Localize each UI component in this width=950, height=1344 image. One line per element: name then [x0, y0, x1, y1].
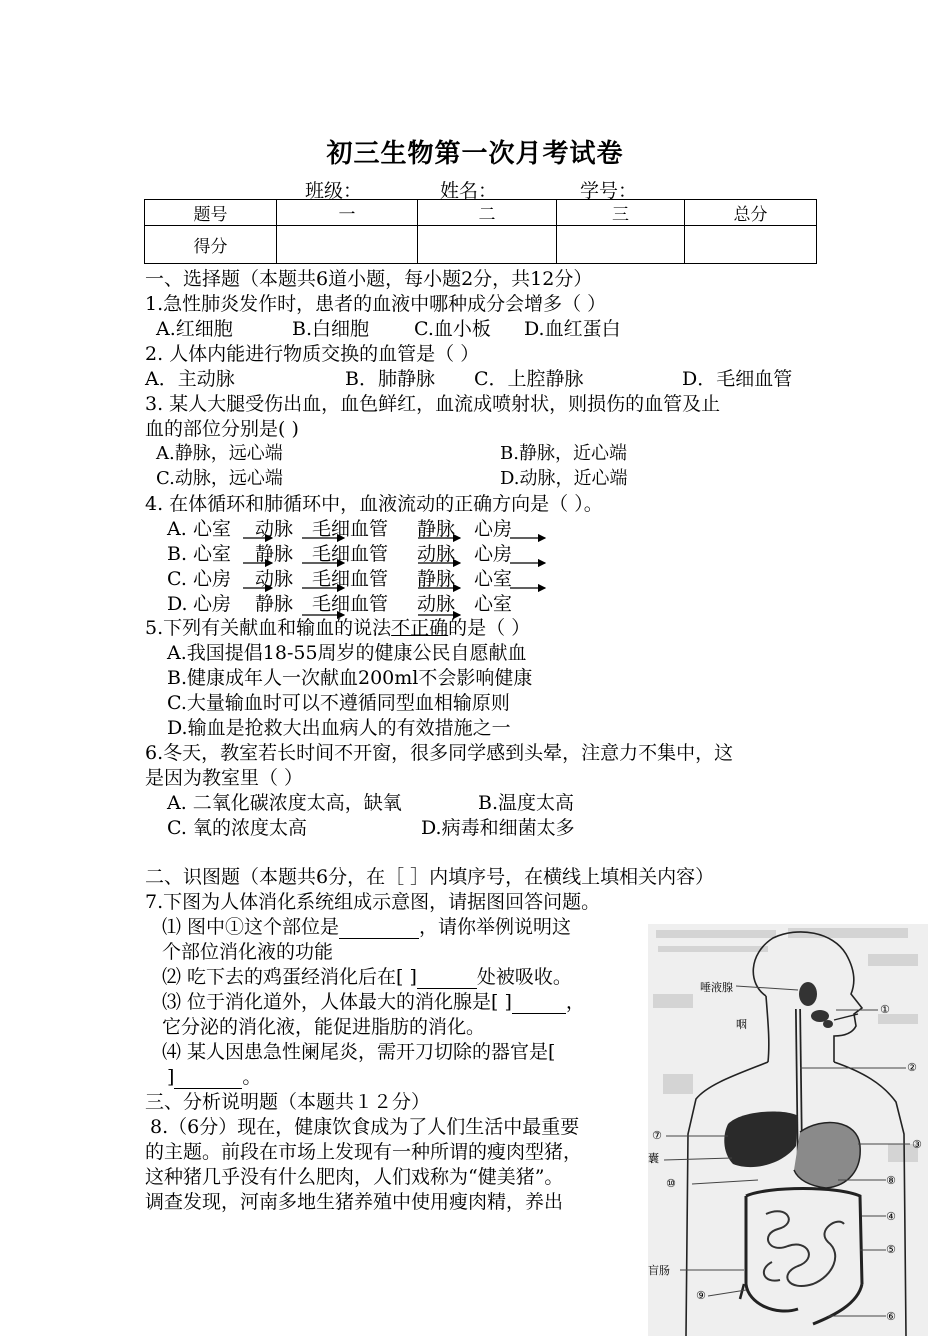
class-label: 班级： — [305, 180, 363, 202]
q4-step: 心室 — [474, 593, 513, 615]
score-table — [144, 199, 817, 264]
section2-heading: 二、识图题（本题共6分，在［ ］内填序号，在横线上填相关内容） — [145, 866, 715, 888]
q3-stem-line2: 血的部位分别是( ) — [145, 418, 299, 440]
marker-1: ① — [880, 1003, 890, 1016]
q8-text-line: 的主题。前段在市场上发现有一种所谓的瘦肉型猪， — [145, 1141, 583, 1163]
digestive-system-figure — [648, 924, 928, 1336]
q2-option-a: A．主动脉 — [145, 368, 235, 390]
q5-option-b: B.健康成年人一次献血200ml不会影响健康 — [167, 667, 533, 689]
q7-sub4-cont — [167, 1066, 261, 1089]
marker-9: ⑨ — [696, 1289, 706, 1302]
section1-heading: 一、选择题（本题共6道小题，每小题2分，共12分） — [145, 268, 593, 290]
q4-step: 心房 — [193, 568, 232, 590]
q7-sub2-text: ⑵ 吃下去的鸡蛋经消化后在[ ] — [162, 966, 417, 988]
q5-stem-text: 的是（ ） — [448, 617, 531, 639]
q7-stem: 7.下图为人体消化系统组成示意图，请据图回答问题。 — [145, 891, 601, 913]
q3-option-c: C.动脉，远心端 — [156, 468, 283, 489]
score-cell — [418, 226, 557, 264]
pharynx-label: 咽 — [736, 1018, 747, 1031]
q4-step: 静脉 — [417, 568, 456, 590]
answer-blank[interactable] — [417, 966, 477, 989]
answer-blank[interactable] — [174, 1066, 242, 1089]
q5-option-a: A.我国提倡18-55周岁的健康公民自愿献血 — [167, 642, 527, 664]
score-header-cell: 二 — [418, 200, 557, 226]
marker-8: ⑧ — [886, 1174, 896, 1187]
score-header-cell: 一 — [277, 200, 418, 226]
q4-step: 动脉 — [417, 593, 456, 615]
q7-sub2-text: 处被吸收。 — [476, 966, 572, 988]
marker-10: ⑩ — [666, 1177, 676, 1190]
q7-sub3-cont: 它分泌的消化液，能促进脂肪的消化。 — [162, 1016, 486, 1038]
q7-sub1 — [162, 916, 571, 939]
q7-sub3 — [162, 991, 585, 1014]
q6-option-c: C. 氧的浓度太高 — [167, 817, 307, 839]
q3-stem-line1: 3. 某人大腿受伤出血，血色鲜红，血流成喷射状，则损伤的血管及止 — [145, 393, 721, 415]
q4-step: 毛细血管 — [312, 593, 389, 615]
q4-arrows — [240, 515, 560, 630]
marker-7: ⑦ — [652, 1129, 662, 1142]
salivary-gland-label: 唾液腺 — [700, 981, 733, 994]
score-cell — [685, 226, 817, 264]
q4-step: 心房 — [193, 593, 232, 615]
score-cell — [277, 226, 418, 264]
score-table-header-row — [145, 200, 817, 226]
marker-5: ⑤ — [886, 1243, 896, 1256]
name-label: 姓名： — [440, 180, 498, 202]
q7-sub4: ⑷ 某人因患急性阑尾炎，需开刀切除的器官是[ — [162, 1041, 556, 1063]
q1-option-b: B.白细胞 — [292, 318, 370, 340]
q6-stem-line1: 6.冬天，教室若长时间不开窗，很多同学感到头晕，注意力不集中，这 — [145, 742, 734, 764]
q7-sub4-text: ] — [167, 1066, 175, 1088]
marker-6: ⑥ — [886, 1310, 896, 1323]
marker-3: ③ — [912, 1138, 922, 1151]
score-cell — [557, 226, 685, 264]
q2-option-b: B．肺静脉 — [345, 368, 435, 390]
q4-step: 毛细血管 — [312, 543, 389, 565]
q4-step: 毛细血管 — [312, 518, 389, 540]
marker-4: ④ — [886, 1210, 896, 1223]
q4-step: 静脉 — [255, 543, 294, 565]
q7-sub1-text: ⑴ 图中①这个部位是 — [162, 916, 340, 938]
q4-step: 动脉 — [255, 568, 294, 590]
q7-sub1-text: ，请你举例说明这 — [419, 916, 572, 938]
section3-heading: 三、分析说明题（本题共１２分） — [145, 1091, 431, 1113]
q4-option-letter: C. — [167, 568, 187, 590]
q4-step: 心室 — [193, 543, 232, 565]
q1-option-c: C.血小板 — [414, 318, 491, 340]
q1-stem: 1.急性肺炎发作时，患者的血液中哪种成分会增多（ ） — [145, 293, 607, 315]
q3-option-a: A.静脉，远心端 — [156, 443, 283, 464]
q4-option-letter: D. — [167, 593, 188, 615]
q3-option-b: B.静脉，近心端 — [500, 443, 627, 464]
q1-option-d: D.血红蛋白 — [524, 318, 621, 340]
q8-text-line: 这种猪几乎没有什么肥肉，人们戏称为“健美猪”。 — [145, 1166, 564, 1188]
score-header-cell: 总分 — [685, 200, 817, 226]
gallbladder-label: 囊 — [648, 1152, 659, 1165]
q5-stem-text: 5.下列有关献血和输血的说法 — [145, 617, 392, 639]
q6-option-d: D.病毒和细菌太多 — [421, 817, 575, 839]
q8-text-line: 调查发现，河南多地生猪养殖中使用瘦肉精，养出 — [145, 1191, 564, 1213]
q2-option-c: C．上腔静脉 — [474, 368, 584, 390]
q4-option-letter: A. — [167, 518, 187, 540]
digestive-system-illustration — [648, 924, 928, 1336]
q4-step: 心室 — [193, 518, 232, 540]
q4-step: 心房 — [474, 518, 513, 540]
q5-option-c: C.大量输血时可以不遵循同型血相输原则 — [167, 692, 510, 714]
q2-option-d: D．毛细血管 — [682, 368, 793, 390]
answer-blank[interactable] — [339, 916, 419, 939]
q5-stem-emphasis: 不正确 — [391, 617, 449, 639]
q4-step: 静脉 — [417, 518, 456, 540]
page-title: 初三生物第一次月考试卷 — [326, 139, 624, 169]
q8-text-line: 8.（6分）现在，健康饮食成为了人们生活中最重要 — [150, 1116, 580, 1138]
q5-option-d: D.输血是抢救大出血病人的有效措施之一 — [167, 717, 511, 739]
q2-stem: 2. 人体内能进行物质交换的血管是（ ） — [145, 343, 480, 365]
q7-sub2 — [162, 966, 572, 989]
score-header-cell: 题号 — [145, 200, 277, 226]
score-row-label: 得分 — [145, 226, 277, 264]
q6-stem-line2: 是因为教室里（ ） — [145, 767, 304, 789]
q4-step: 静脉 — [255, 593, 294, 615]
q6-option-a: A. 二氧化碳浓度太高，缺氧 — [167, 792, 402, 814]
cecum-label: 盲肠 — [648, 1264, 670, 1277]
score-header-cell: 三 — [557, 200, 685, 226]
q4-step: 毛细血管 — [312, 568, 389, 590]
q6-option-b: B.温度太高 — [478, 792, 575, 814]
q4-step: 心房 — [474, 543, 513, 565]
q4-step: 动脉 — [255, 518, 294, 540]
q4-step: 心室 — [474, 568, 513, 590]
q5-stem — [145, 617, 530, 639]
q4-stem: 4. 在体循环和肺循环中，血液流动的正确方向是（ ）。 — [145, 493, 603, 515]
q3-option-d: D.动脉，近心端 — [500, 468, 628, 489]
student-id-label: 学号： — [580, 180, 638, 202]
q7-sub3-text: ， — [565, 991, 585, 1013]
q1-option-a: A.红细胞 — [156, 318, 233, 340]
answer-blank[interactable] — [512, 991, 566, 1014]
score-table-score-row — [145, 226, 817, 264]
q7-sub1-cont: 个部位消化液的功能 — [162, 941, 334, 963]
q4-option-letter: B. — [167, 543, 188, 565]
q4-step: 动脉 — [417, 543, 456, 565]
marker-2: ② — [907, 1061, 917, 1074]
q7-sub3-text: ⑶ 位于消化道外，人体最大的消化腺是[ ] — [162, 991, 512, 1013]
q7-sub4-text: 。 — [242, 1066, 262, 1088]
